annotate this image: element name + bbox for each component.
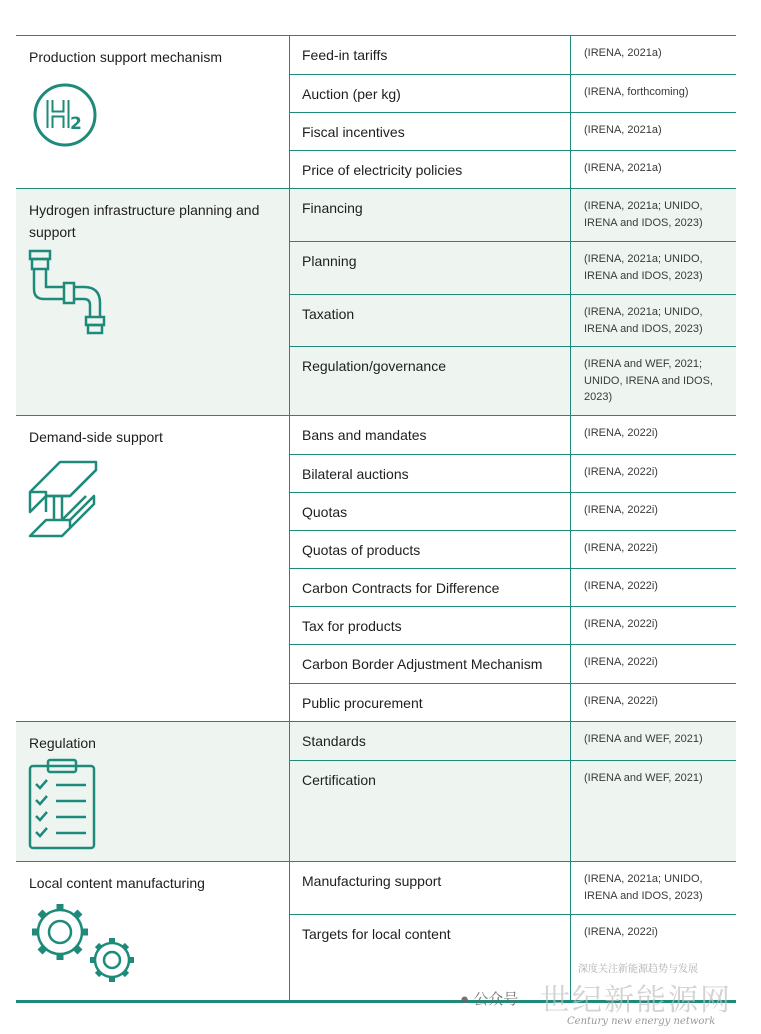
watermark-subtitle: Century new energy network xyxy=(567,1016,716,1027)
table-row xyxy=(290,606,736,645)
reference-cell: (IRENA, 2022i) xyxy=(584,926,658,938)
table-row xyxy=(290,241,736,295)
category-label: Regulation xyxy=(29,735,96,751)
hydrogen-h2-icon xyxy=(28,82,108,148)
wechat-icon: ● xyxy=(460,991,470,1008)
table-row xyxy=(290,644,736,684)
instrument-cell: Quotas of products xyxy=(302,542,421,558)
reference-cell: (IRENA, 2022i) xyxy=(584,542,658,554)
instrument-cell: Bilateral auctions xyxy=(302,466,409,482)
instrument-cell: Standards xyxy=(302,733,366,749)
table-row xyxy=(290,454,736,493)
watermark-account: ● 公众号 xyxy=(460,991,519,1008)
reference-cell: (IRENA, forthcoming) xyxy=(584,86,689,98)
instrument-cell: Feed-in tariffs xyxy=(302,47,388,63)
instrument-cell: Taxation xyxy=(302,306,355,322)
reference-cell: (IRENA, 2022i) xyxy=(584,695,658,707)
reference-cell: (IRENA, 2021a; UNIDO, IRENA and IDOS, 2023) xyxy=(584,306,703,335)
gears-icon xyxy=(28,900,140,984)
pipe-icon xyxy=(28,249,110,339)
instrument-cell: Regulation/governance xyxy=(302,358,446,374)
instrument-cell: Quotas xyxy=(302,504,348,520)
reference-cell: (IRENA, 2022i) xyxy=(584,504,658,516)
reference-cell: (IRENA, 2021a) xyxy=(584,162,662,174)
table-row xyxy=(290,760,736,863)
instrument-cell: Auction (per kg) xyxy=(302,86,401,102)
instrument-cell: Bans and mandates xyxy=(302,427,427,443)
instrument-cell: Financing xyxy=(302,200,363,216)
category-label: Production support mechanism xyxy=(29,49,222,65)
table-row xyxy=(290,294,736,347)
table-row xyxy=(290,346,736,417)
table-row xyxy=(290,150,736,190)
category-label: Hydrogen infrastructure planning and support xyxy=(29,202,260,240)
reference-cell: (IRENA, 2021a; UNIDO, IRENA and IDOS, 2023) xyxy=(584,253,703,282)
section-hydrogen-infrastructure xyxy=(16,188,736,415)
instrument-cell: Planning xyxy=(302,253,357,269)
instrument-cell: Tax for products xyxy=(302,618,402,634)
instrument-cell: Certification xyxy=(302,772,376,788)
table-row xyxy=(290,568,736,607)
table-row xyxy=(290,492,736,531)
reference-cell: (IRENA, 2022i) xyxy=(584,618,658,630)
instrument-cell: Carbon Border Adjustment Mechanism xyxy=(302,656,543,672)
watermark-tagline: 深度关注新能源趋势与发展 xyxy=(578,964,698,975)
reference-cell: (IRENA, 2022i) xyxy=(584,427,658,439)
instrument-cell: Targets for local content xyxy=(302,926,451,942)
instrument-cell: Price of electricity policies xyxy=(302,162,463,178)
instrument-cell: Fiscal incentives xyxy=(302,124,405,140)
reference-cell: (IRENA, 2022i) xyxy=(584,580,658,592)
reference-cell: (IRENA, 2021a) xyxy=(584,47,662,59)
table-row xyxy=(290,189,736,241)
instrument-cell: Public procurement xyxy=(302,695,423,711)
section-demand-side-support xyxy=(16,415,736,721)
steel-beam-icon xyxy=(28,460,100,540)
reference-cell: (IRENA, 2022i) xyxy=(584,466,658,478)
table-row xyxy=(290,36,736,74)
table-row xyxy=(290,862,736,914)
table-row xyxy=(290,74,736,113)
category-label: Local content manufacturing xyxy=(29,875,205,891)
instrument-cell: Carbon Contracts for Difference xyxy=(302,580,500,596)
table-row xyxy=(290,416,736,454)
table-row xyxy=(290,683,736,723)
section-production-support xyxy=(16,35,736,188)
checklist-clipboard-icon xyxy=(28,758,98,850)
reference-cell: (IRENA and WEF, 2021) xyxy=(584,772,703,784)
reference-cell: (IRENA, 2021a; UNIDO, IRENA and IDOS, 2023) xyxy=(584,200,703,229)
reference-cell: (IRENA, 2021a; UNIDO, IRENA and IDOS, 2023) xyxy=(584,873,703,902)
reference-cell: (IRENA, 2022i) xyxy=(584,656,658,668)
table-row xyxy=(290,530,736,569)
category-label: Demand-side support xyxy=(29,429,163,445)
instrument-cell: Manufacturing support xyxy=(302,873,442,889)
section-regulation xyxy=(16,721,736,861)
table-row xyxy=(290,112,736,151)
table-row xyxy=(290,722,736,760)
reference-cell: (IRENA and WEF, 2021; UNIDO, IRENA and IDOS, 2023) xyxy=(584,358,713,403)
svg-text:2: 2 xyxy=(70,114,82,134)
reference-cell: (IRENA and WEF, 2021) xyxy=(584,733,703,745)
reference-cell: (IRENA, 2021a) xyxy=(584,124,662,136)
watermark-name: 世纪新能源网 xyxy=(540,983,732,1018)
